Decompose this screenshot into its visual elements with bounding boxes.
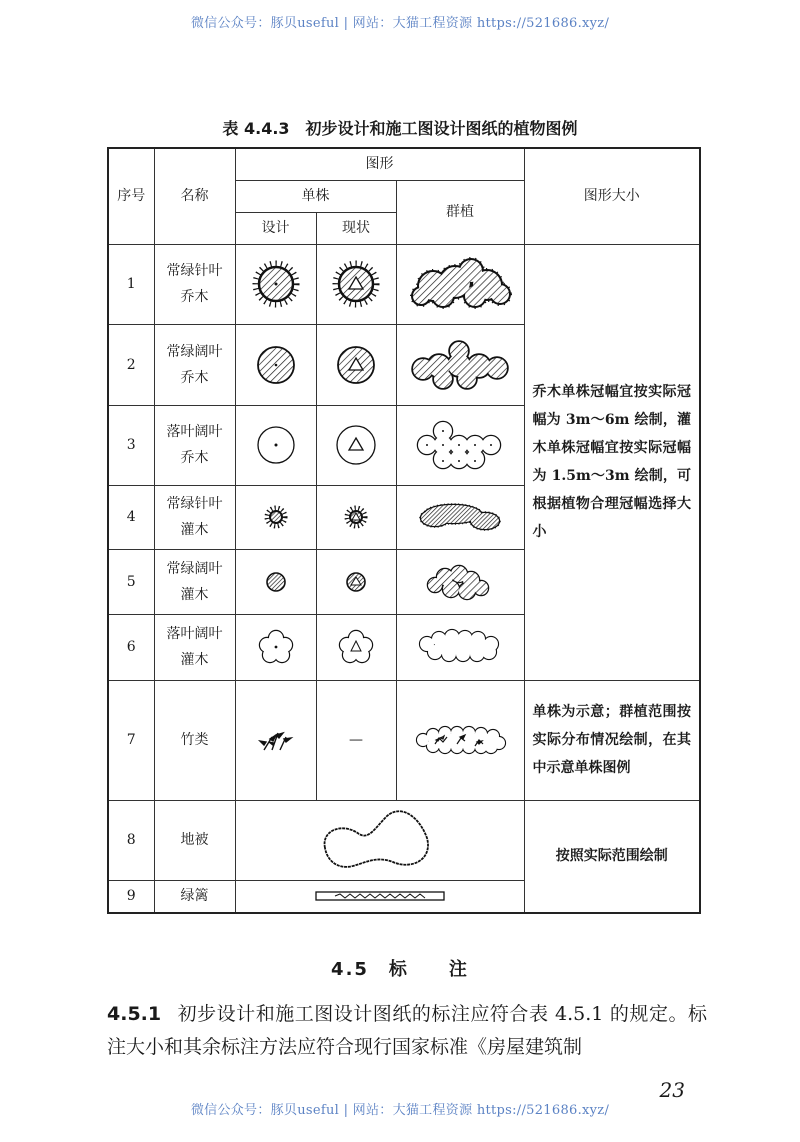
header-current: 现状 (316, 212, 396, 244)
symbol-deciduous-broadleaf-shrub-group (396, 614, 524, 680)
row-name (154, 405, 235, 485)
row-no: 6 (108, 614, 154, 680)
row-name (154, 549, 235, 614)
clause-text: 初步设计和施工图设计图纸的标注应符合表 4.5.1 的规定。标注大小和其余标注方法应符合现行国家标准《房屋建筑制 (107, 1003, 707, 1058)
row-no: 9 (108, 880, 154, 913)
table-row (108, 800, 700, 880)
symbol-evergreen-conifer-shrub-current (316, 485, 396, 549)
symbol-deciduous-broadleaf-shrub-current (316, 614, 396, 680)
name-line: 灌木 (180, 586, 209, 603)
table-row (108, 244, 700, 324)
header-no: 序号 (108, 148, 154, 244)
name-line: 灌木 (180, 522, 209, 538)
row-name (154, 324, 235, 405)
row-no: 7 (108, 680, 154, 800)
row-no: 2 (108, 324, 154, 405)
row-no: 4 (108, 485, 154, 549)
row-no: 8 (108, 800, 154, 880)
row-name (154, 800, 235, 880)
header-group: 群植 (396, 180, 524, 244)
symbol-bamboo-current: — (316, 680, 396, 800)
symbol-ground-cover (235, 800, 524, 880)
clause-paragraph (107, 998, 707, 1064)
page-number: 23 (659, 1078, 685, 1102)
symbol-evergreen-broadleaf-tree-current (316, 324, 396, 405)
header-size: 图形大小 (524, 148, 700, 244)
symbol-evergreen-broadleaf-shrub-group (396, 549, 524, 614)
symbol-evergreen-broadleaf-tree-group (396, 324, 524, 405)
name-line: 灌木 (180, 652, 209, 668)
row-no: 3 (108, 405, 154, 485)
watermark-bottom: 微信公众号：豚贝useful | 网站：大猫工程资源 https://521686.xyz/ (190, 1103, 610, 1118)
size-note-trees-shrubs: 乔木单株冠幅宜按实际冠幅为 3m～6m 绘制，灌木单株冠幅宜按实际冠幅为 1.5m～3m 绘制，可根据植物合理冠幅选择大小 (524, 244, 700, 680)
name-line: 地被 (180, 832, 209, 848)
header-design: 设计 (235, 212, 316, 244)
header-figure: 图形 (235, 148, 524, 180)
size-note-ground: 按照实际范围绘制 (524, 800, 700, 913)
symbol-evergreen-broadleaf-shrub-current (316, 549, 396, 614)
row-name (154, 880, 235, 913)
row-name (154, 614, 235, 680)
symbol-hedge (235, 880, 524, 913)
symbol-evergreen-conifer-tree-group (396, 244, 524, 324)
size-note-bamboo: 单株为示意；群植范围按实际分布情况绘制，在其中示意单株图例 (524, 680, 700, 800)
row-no: 5 (108, 549, 154, 614)
symbol-evergreen-conifer-tree-current (316, 244, 396, 324)
name-line: 常绿阔叶 (166, 560, 223, 577)
section-heading: 4.5 标 注 (331, 959, 469, 980)
name-line: 常绿阔叶 (166, 343, 223, 360)
table-row (108, 680, 700, 800)
symbol-evergreen-broadleaf-tree-design (235, 324, 316, 405)
clause-number: 4.5.1 (107, 1003, 162, 1025)
table-title: 表 4.4.3 初步设计和施工图设计图纸的植物图例 (222, 119, 578, 138)
name-line: 常绿针叶 (166, 263, 223, 279)
header-name: 名称 (154, 148, 235, 244)
symbol-deciduous-broadleaf-tree-current (316, 405, 396, 485)
symbol-evergreen-conifer-tree-design (235, 244, 316, 324)
row-name (154, 680, 235, 800)
name-line: 绿篱 (180, 888, 209, 905)
symbol-deciduous-broadleaf-tree-design (235, 405, 316, 485)
symbol-bamboo-group (396, 680, 524, 800)
name-line: 落叶阔叶 (166, 424, 223, 440)
symbol-bamboo-design (235, 680, 316, 800)
row-name (154, 485, 235, 549)
name-line: 乔木 (180, 289, 209, 305)
watermark-top: 微信公众号：豚贝useful | 网站：大猫工程资源 https://521686.xyz/ (190, 16, 610, 31)
symbol-evergreen-conifer-shrub-group (396, 485, 524, 549)
row-no: 1 (108, 244, 154, 324)
symbol-deciduous-broadleaf-tree-group (396, 405, 524, 485)
symbol-evergreen-conifer-shrub-design (235, 485, 316, 549)
header-single: 单株 (235, 180, 396, 212)
plant-legend-table (107, 147, 701, 914)
name-line: 落叶阔叶 (166, 626, 223, 642)
name-line: 乔木 (180, 450, 209, 466)
name-line: 乔木 (180, 369, 209, 386)
row-name (154, 244, 235, 324)
name-line: 竹类 (180, 732, 209, 748)
symbol-deciduous-broadleaf-shrub-design (235, 614, 316, 680)
name-line: 常绿针叶 (166, 496, 223, 512)
symbol-evergreen-broadleaf-shrub-design (235, 549, 316, 614)
